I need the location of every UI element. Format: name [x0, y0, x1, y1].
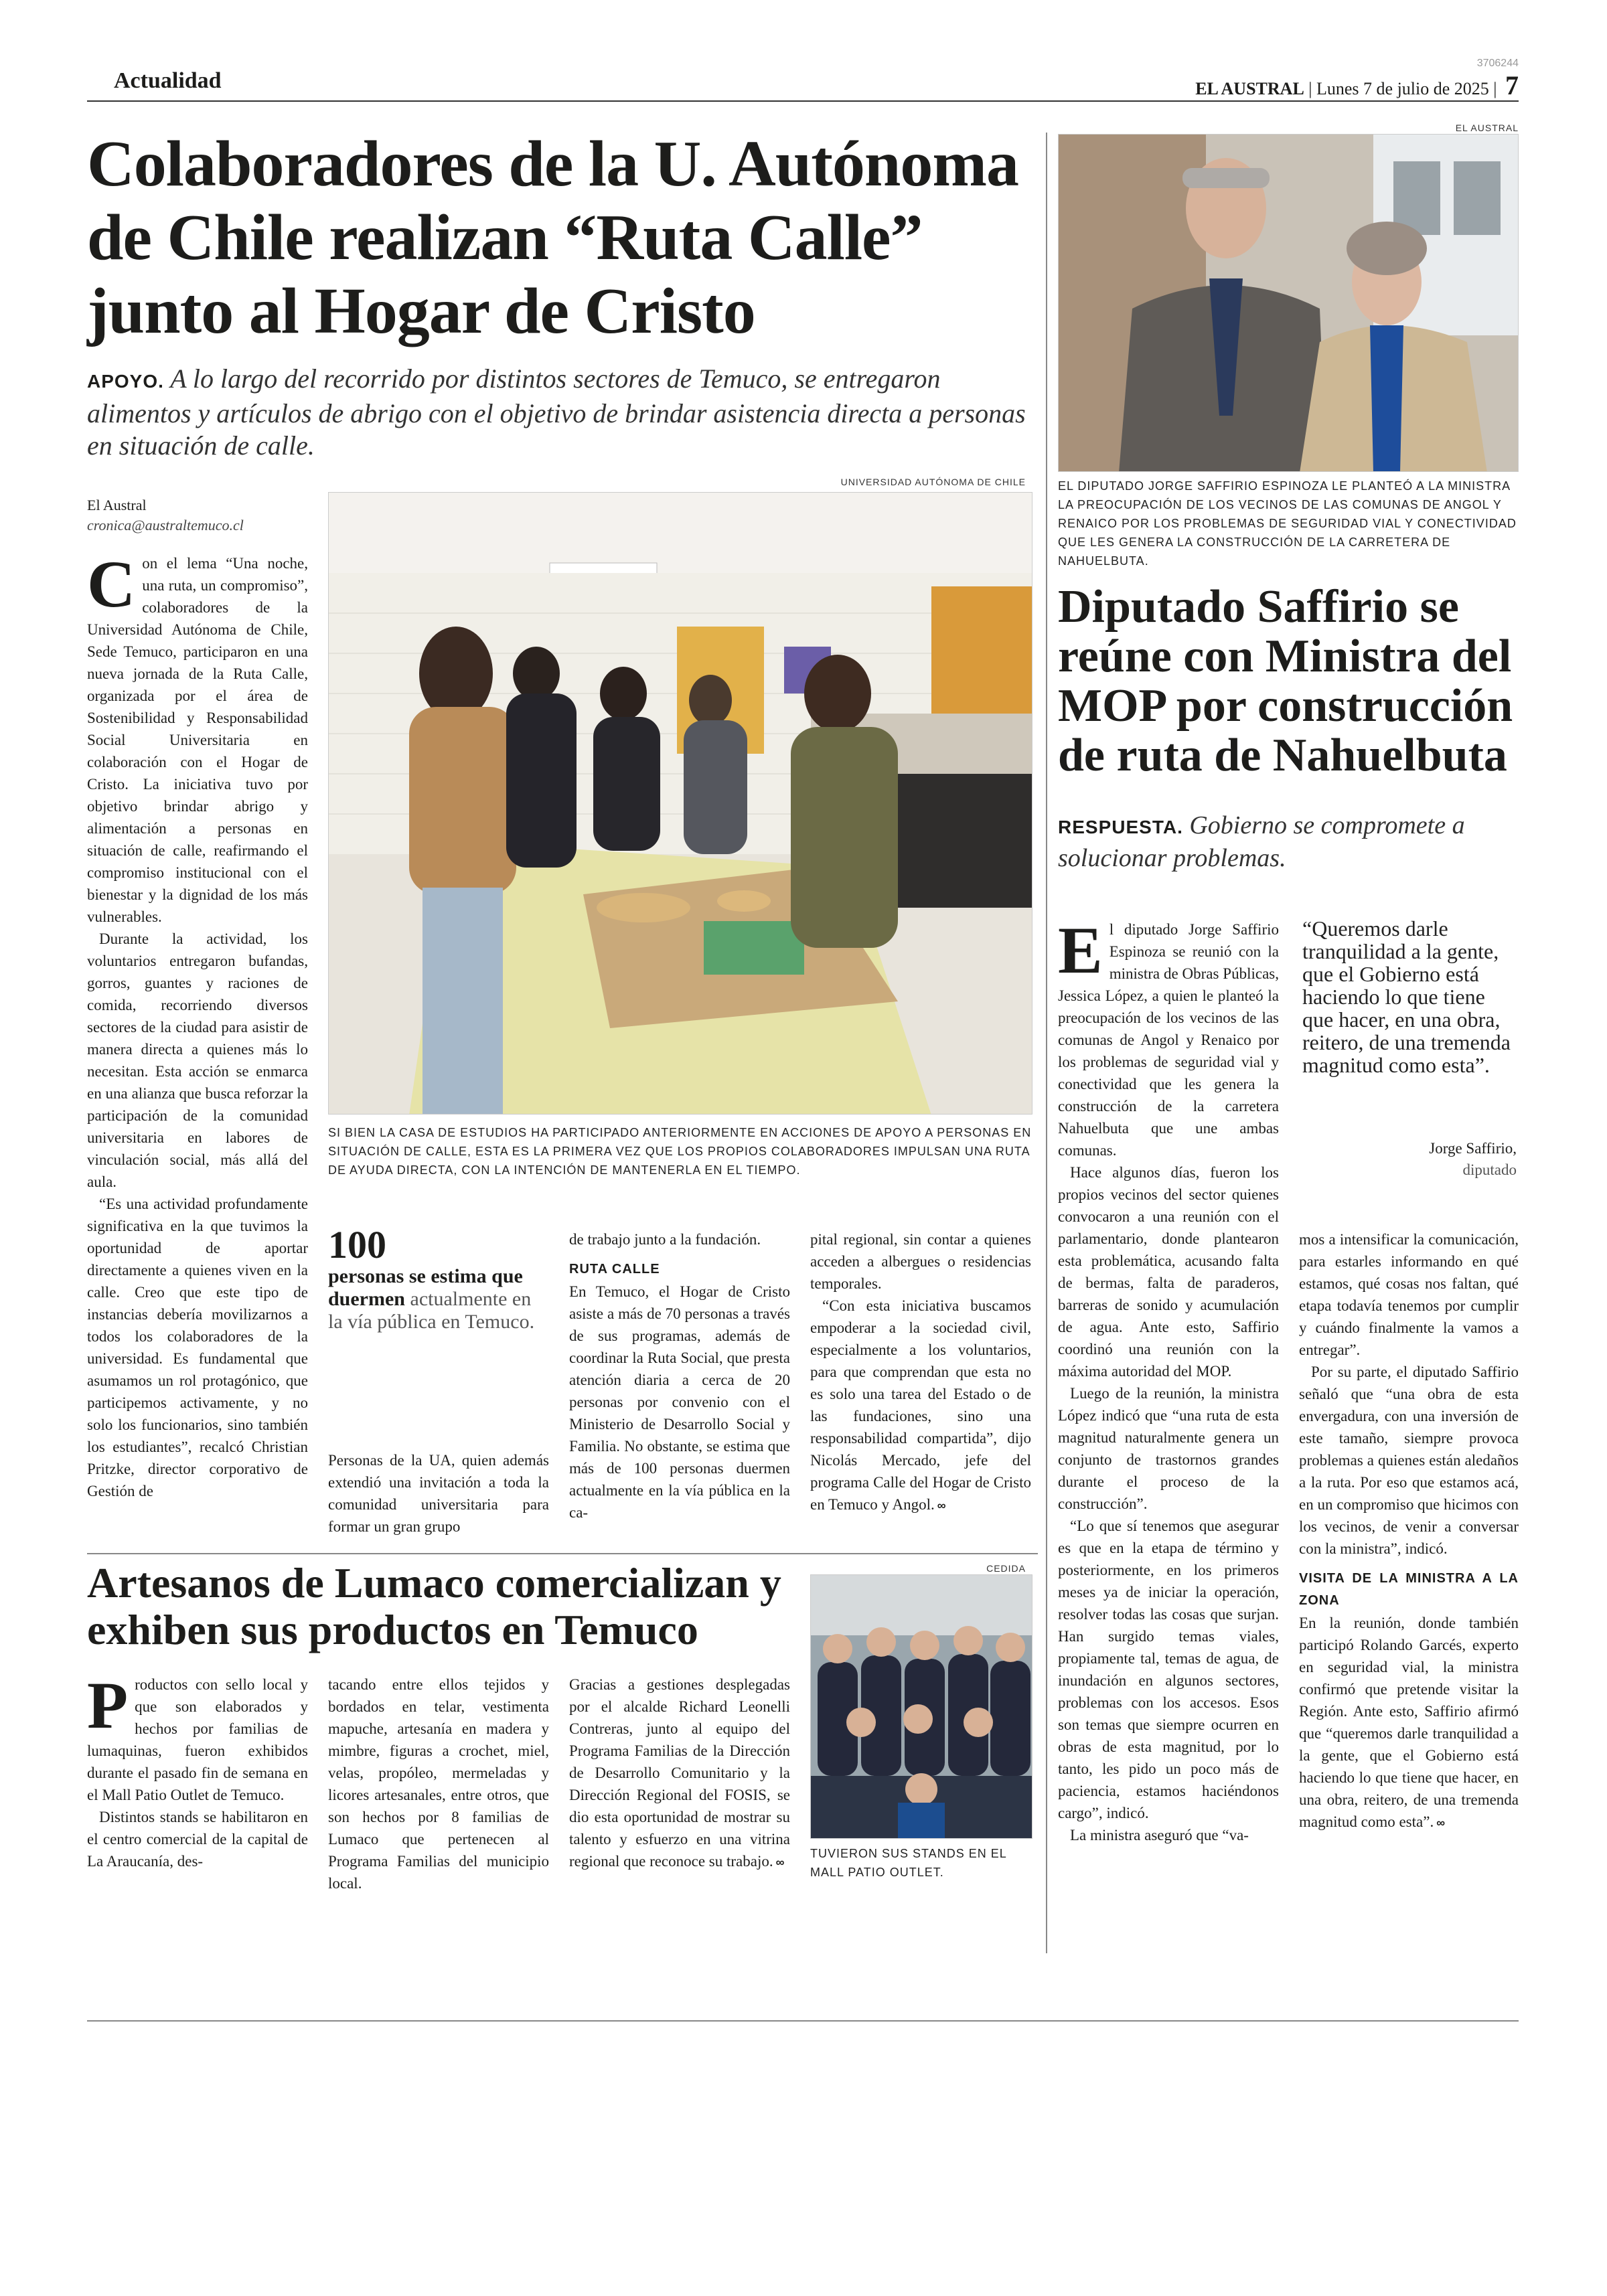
bottom-column-1	[87, 1673, 308, 1901]
main-col1-p2: Durante la actividad, los voluntarios entregaron bufandas, gorros, guantes y raciones de comida, recorriendo diversos sectores de la ciudad para asistir de manera directa a quienes más lo necesitan. Esta acción se enmarca en una alianza que busca reforzar la participación de la comunidad universitaria en labores de vinculación social, más allá del aula.	[87, 930, 308, 1190]
column-divider	[1046, 133, 1047, 1953]
side-col2-p1: mos a intensificar la comunicación, para estarles informando en qué estamos, qué cosas nos faltan, qué etapa todavía tenemos por cumplir y cuándo finalmente la vamos a entregar”.	[1299, 1231, 1519, 1358]
side-col2-p3: En la reunión, donde también participó Rolando Garcés, experto en seguridad vial, la ministra confirmó que pretende visitar la Región. Ante esto, Saffirio afirmó que “queremos darle tranquilidad a la gente, que el Gobierno está haciendo lo que tiene que hacer, en una obra, reitero, de una tremenda magnitud como esta”.	[1299, 1615, 1519, 1830]
main-col3-p1: de trabajo junto a la fundación.	[569, 1231, 761, 1248]
bottom-article-rule	[87, 1553, 1038, 1554]
side-col1-p3: Luego de la reunión, la ministra López indicó que “una ruta de esta magnitud naturalmente genera un conjunto de trastornos grandes durante el proceso de la construcción”.	[1058, 1385, 1279, 1512]
side-col1-p4: “Lo que sí tenemos que asegurar es que en la etapa de término y posteriormente, en los primeros meses ya de iniciar la operación, resolver todas las cosas que surjan. Han surgido temas viales, propiamente tal, temas de agua, de inundación en algunos sectores, problemas con los accesos. Esos son temas que siempre ocurren en obras de esta magnitud, por lo tanto, les pido un poco más de paciencia, estamos haciéndonos cargo”, indicó.	[1058, 1518, 1279, 1821]
main-column-3	[569, 1228, 790, 1550]
main-photo	[328, 492, 1032, 1115]
bottom-end-mark-icon: ∞	[775, 1856, 785, 1869]
bottom-headline: Artesanos de Lumaco comercializan y exhiben sus productos en Temuco	[87, 1559, 781, 1653]
main-kicker: APOYO.	[87, 371, 164, 392]
side-kicker: RESPUESTA.	[1058, 817, 1183, 837]
publication-name: EL AUSTRAL	[1195, 79, 1304, 98]
bottom-col2-p1: tacando entre ellos tejidos y bordados en telar, vestimenta mapuche, artesanía en madera y mimbre, figuras a crochet, miel, velas, propóleo, mermeladas y licores artesanales, entre otros, que son hechos por 8 familias de Lumaco que pertenecen al Programa Familias del municipio local.	[328, 1676, 549, 1892]
side-col1-p2: Hace algunos días, fueron los propios vecinos del sector quienes convocaron a una reunión con el parlamentario, donde plantearon esta problemática, acusando falta de bermas, falta de paraderos, barreras de sonido y acumulación de agua. Ante esto, Saffirio coordinó una reunión con la máxima autoridad del MOP.	[1058, 1164, 1279, 1380]
side-col1-p1: l diputado Jorge Saffirio Espinoza se reunió con la ministra de Obras Públicas, Jessica López, a quien le planteó la preocupación de los vecinos de las comunas de Angol y Renaico por los problemas de seguridad vial y conectividad que les genera la construcción de la carretera Nahuelbuta que une ambas comunas.	[1058, 921, 1279, 1159]
main-col1-p3: “Es una actividad profundamente significativa en la que tuvimos la oportunidad de aportar directamente a quienes viven en la calle. Creo que este tipo de instancias debería movilizarnos a todos los colaboradores de la universidad. Es fundamental que asumamos un rol protagónico, que participemos activamente, y no solo los funcionarios, sino también los estudiantes”, recalcó Christian Pritzke, director corporativo de Gestión de	[87, 1196, 308, 1499]
bottom-photo-caption: TUVIERON SUS STANDS EN EL MALL PATIO OUTLET.	[810, 1847, 1007, 1879]
pull-quote: “Queremos darle tranquilidad a la gente, que el Gobierno está haciendo lo que tiene que hacer, en una obra, reitero, de una tremenda magnitud como esta”.	[1302, 916, 1511, 1077]
side-photo-credit: EL AUSTRAL	[1455, 122, 1519, 133]
side-col2-p2: Por su parte, el diputado Saffirio señaló que “una obra de esta envergadura, con una inversión de este tamaño, siempre provoca problemas a quienes están aledaños a la ruta. Por eso que estamos acá, en un compromiso que hicimos con los vecinos, de venir a conversar con la ministra”, indicó.	[1299, 1364, 1519, 1557]
side-drop-cap: E	[1058, 918, 1103, 987]
main-col4-p2: “Con esta iniciativa buscamos empoderar a la sociedad civil, especialmente a los voluntarios, para que comprendan que esta no es solo una tarea del Estado o de las fundaciones, sino una responsabilidad compartida”, dijo Nicolás Mercado, jefe del programa Calle del Hogar de Cristo en Temuco y Angol.	[810, 1297, 1031, 1513]
main-subhead: RUTA CALLE	[569, 1262, 660, 1277]
side-col1-p5: La ministra aseguró que “va-	[1070, 1827, 1249, 1843]
issue-date: | Lunes 7 de julio de 2025 |	[1308, 79, 1497, 98]
portrait-image	[1059, 135, 1519, 472]
main-col3-p2: En Temuco, el Hogar de Cristo asiste a más de 70 personas a través de sus programas, además de coordinar la Ruta Social, que presta atención diaria a cerca de 20 personas por convenio con el Ministerio de Desarrollo Social y Familia. No obstante, se estima que más de 100 personas duermen actualmente en la vía pública en la ca-	[569, 1283, 790, 1521]
side-end-mark-icon: ∞	[1436, 1816, 1446, 1829]
side-deck-text: Gobierno se compromete a solucionar problemas.	[1058, 811, 1465, 872]
quote-role: diputado	[1462, 1161, 1517, 1178]
bottom-col3-p1: Gracias a gestiones desplegadas por el alcalde Richard Leonelli Contreras, junto al equipo del Programa Familias de la Dirección de Desarrollo Comunitario y la Dirección Regional del FOSIS, se dio esta oportunidad de mostrar su talento y esfuerzo en una vitrina regional que reconoce su trabajo.	[569, 1676, 790, 1870]
page-number: 7	[1505, 70, 1519, 100]
group-photo-image	[811, 1575, 1032, 1839]
side-column-2	[1299, 1228, 1519, 1904]
main-col1-p1: on el lema “Una noche, una ruta, un compromiso”, colaboradores de la Universidad Autónoma de Chile, Sede Temuco, participaron en una nueva jornada de la Ruta Calle, organizada por el área de Sostenibilidad y Responsabilidad Social Universitaria en colaboración con el Hogar de Cristo. La iniciativa tuvo por objetivo brindar abrigo y alimentación a personas en situación de calle, reafirmando el compromiso institucional con el bienestar y la dignidad de los más vulnerables.	[87, 555, 308, 925]
stat-callout	[328, 1225, 542, 1333]
stat-number: 100	[328, 1223, 386, 1266]
main-drop-cap: C	[87, 552, 136, 621]
byline-author: El Austral	[87, 497, 147, 513]
side-subhead: VISITA DE LA MINISTRA A LA ZONA	[1299, 1571, 1519, 1608]
stat-bold: personas se estima que duermen	[328, 1265, 523, 1310]
main-photo-credit: UNIVERSIDAD AUTÓNOMA DE CHILE	[840, 477, 1026, 487]
byline-email: cronica@australtemuco.cl	[87, 517, 244, 534]
main-deck	[87, 363, 1038, 462]
quote-attribution	[1302, 1138, 1517, 1181]
header-rule	[87, 100, 1519, 102]
kitchen-scene-image	[329, 493, 1032, 1115]
main-headline: Colaboradores de la U. Autónoma de Chile realizan “Ruta Calle” junto al Hogar de Cristo	[87, 128, 1019, 347]
main-col4-p1: pital regional, sin contar a quienes acceden a albergues o residencias temporales.	[810, 1231, 1031, 1292]
side-deck	[1058, 810, 1520, 874]
masthead	[1195, 70, 1519, 101]
bottom-column-3	[569, 1673, 790, 1901]
main-column-4	[810, 1228, 1031, 1550]
bottom-col1-p1: roductos con sello local y que son elaborados y hechos por familias de lumaquinas, fueron exhibidos durante el pasado fin de semana en el Mall Patio Outlet de Temuco.	[87, 1676, 308, 1803]
main-column-2	[328, 1449, 549, 1538]
bottom-column-2	[328, 1673, 549, 1901]
bottom-photo	[810, 1574, 1032, 1839]
bottom-col1-p2: Distintos stands se habilitaron en el centro comercial de la capital de La Araucanía, des-	[87, 1809, 308, 1870]
main-photo-caption: SI BIEN LA CASA DE ESTUDIOS HA PARTICIPADO ANTERIORMENTE EN ACCIONES DE APOYO A PERSONAS EN SITUACIÓN DE CALLE, ESTA ES LA PRIMERA VEZ QUE LOS PROPIOS COLABORADORES IMPULSAN UNA RUTA DE AYUDA DIRECTA, CON LA INTENCIÓN DE MANTENERLA EN EL TIEMPO.	[328, 1126, 1032, 1177]
stat-rest: actualmente en la vía pública en Temuco.	[328, 1288, 535, 1333]
side-photo	[1058, 134, 1519, 472]
main-col2-p1: Personas de la UA, quien además extendió una invitación a toda la comunidad universitaria para formar un gran grupo	[328, 1452, 549, 1535]
footer-rule	[87, 2020, 1519, 2022]
section-title: Actualidad	[114, 68, 222, 93]
side-headline: Diputado Saffirio se reúne con Ministra del MOP por construcción de ruta de Nahuelbuta	[1058, 581, 1513, 781]
side-photo-caption: EL DIPUTADO JORGE SAFFIRIO ESPINOZA LE PLANTEÓ A LA MINISTRA LA PREOCUPACIÓN DE LOS VECINOS DE LAS COMUNAS DE ANGOL Y RENAICO POR LOS PROBLEMAS DE SEGURIDAD VIAL Y CONECTIVIDAD QUE LES GENERA LA CONSTRUCCIÓN DE LA CARRETERA DE NAHUELBUTA.	[1058, 479, 1517, 568]
main-deck-text: A lo largo del recorrido por distintos sectores de Temuco, se entregaron alimentos y artículos de abrigo con el objetivo de brindar asistencia directa a personas en situación de calle.	[87, 363, 1026, 461]
quote-author: Jorge Saffirio,	[1429, 1140, 1517, 1157]
main-column-1	[87, 552, 308, 1543]
side-column-1	[1058, 918, 1279, 1902]
end-mark-icon: ∞	[937, 1499, 946, 1512]
bottom-drop-cap: P	[87, 1673, 129, 1742]
watermark: 3706244	[1476, 58, 1519, 69]
byline	[87, 495, 301, 536]
bottom-photo-credit: CEDIDA	[986, 1563, 1026, 1574]
